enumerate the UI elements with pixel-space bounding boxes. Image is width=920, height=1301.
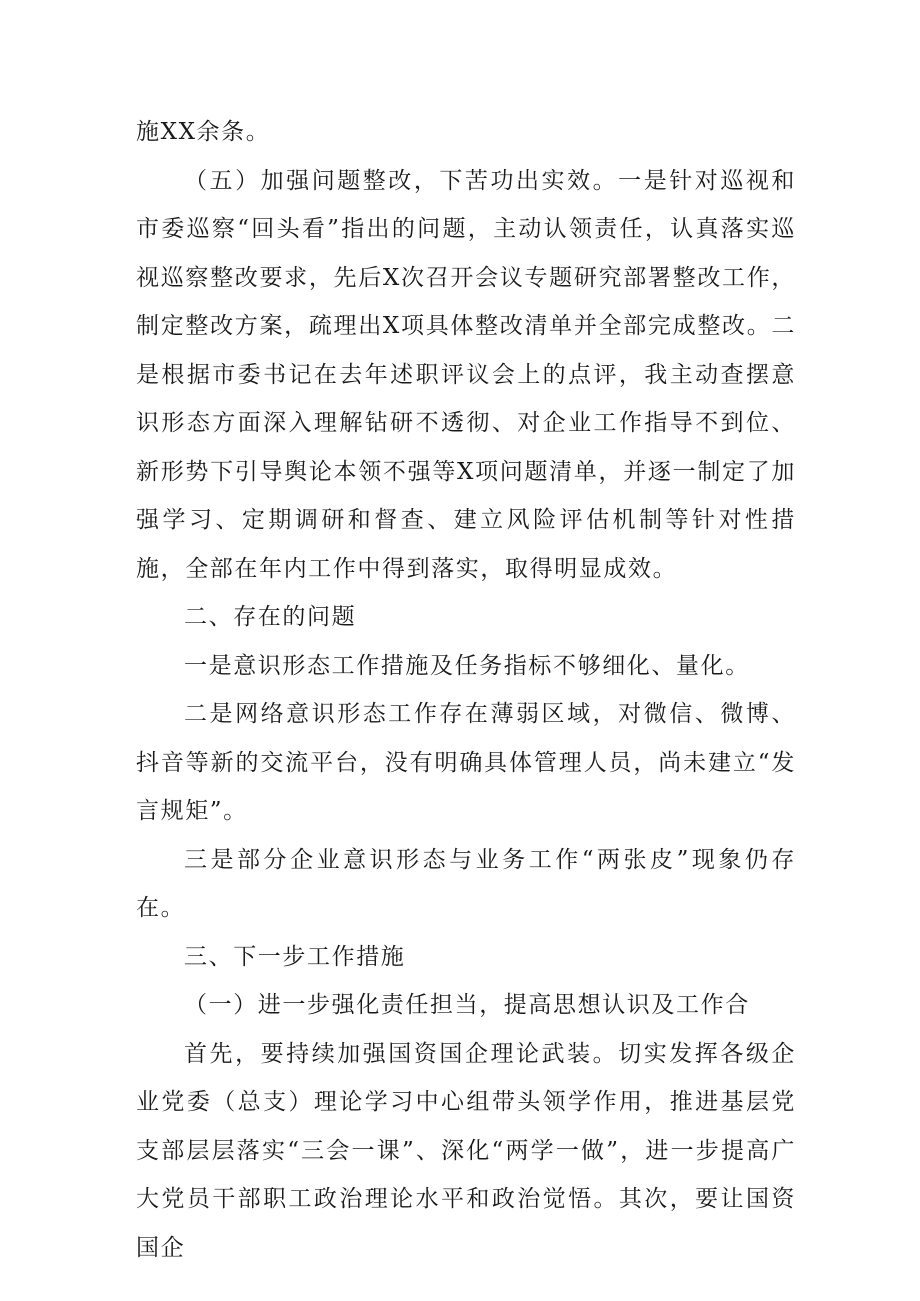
section-heading-problems: 二、存在的问题 bbox=[184, 604, 357, 630]
document-body bbox=[136, 108, 796, 1272]
paragraph-continuation: 施XX余条。 bbox=[136, 119, 271, 145]
paragraph-problem-1: 一是意识形态工作措施及任务指标不够细化、量化。 bbox=[184, 652, 750, 679]
paragraph-next-1: 首先，要持续加强国资国企理论武装。切实发挥各级企业党委（总支）理论学习中心组带头领学作用，推进基层党支部层层落实“三会一课”、深化“两学一做”，进一步提高广大党员干部职工政治理论水平和政治觉悟。其次，要让国资国企 bbox=[136, 1040, 796, 1261]
paragraph-rectification: （五）加强问题整改，下苦功出实效。一是针对巡视和市委巡察“回头看”指出的问题，主动认领责任，认真落实巡视巡察整改要求，先后X次召开会议专题研究部署整改工作，制定整改方案，疏理出X项具体整改清单并全部完成整改。二是根据市委书记在去年述职评议会上的点评，我主动查摆意识形态方面深入理解钻研不透彻、对企业工作指导不到位、新形势下引导舆论本领不强等X项问题清单，并逐一制定了加强学习、定期调研和督查、建立风险评估机制等针对性措施，全部在年内工作中得到落实，取得明显成效。 bbox=[136, 167, 796, 582]
subsection-heading-next-1: （一）进一步强化责任担当，提高思想认识及工作合 bbox=[184, 992, 750, 1018]
section-heading-next-steps: 三、下一步工作措施 bbox=[184, 943, 406, 970]
paragraph-problem-3: 三是部分企业意识形态与业务工作“两张皮”现象仍存在。 bbox=[136, 846, 796, 921]
paragraph-problem-2: 二是网络意识形态工作存在薄弱区域，对微信、微博、抖音等新的交流平台，没有明确具体管理人员，尚未建立“发言规矩”。 bbox=[136, 701, 796, 824]
